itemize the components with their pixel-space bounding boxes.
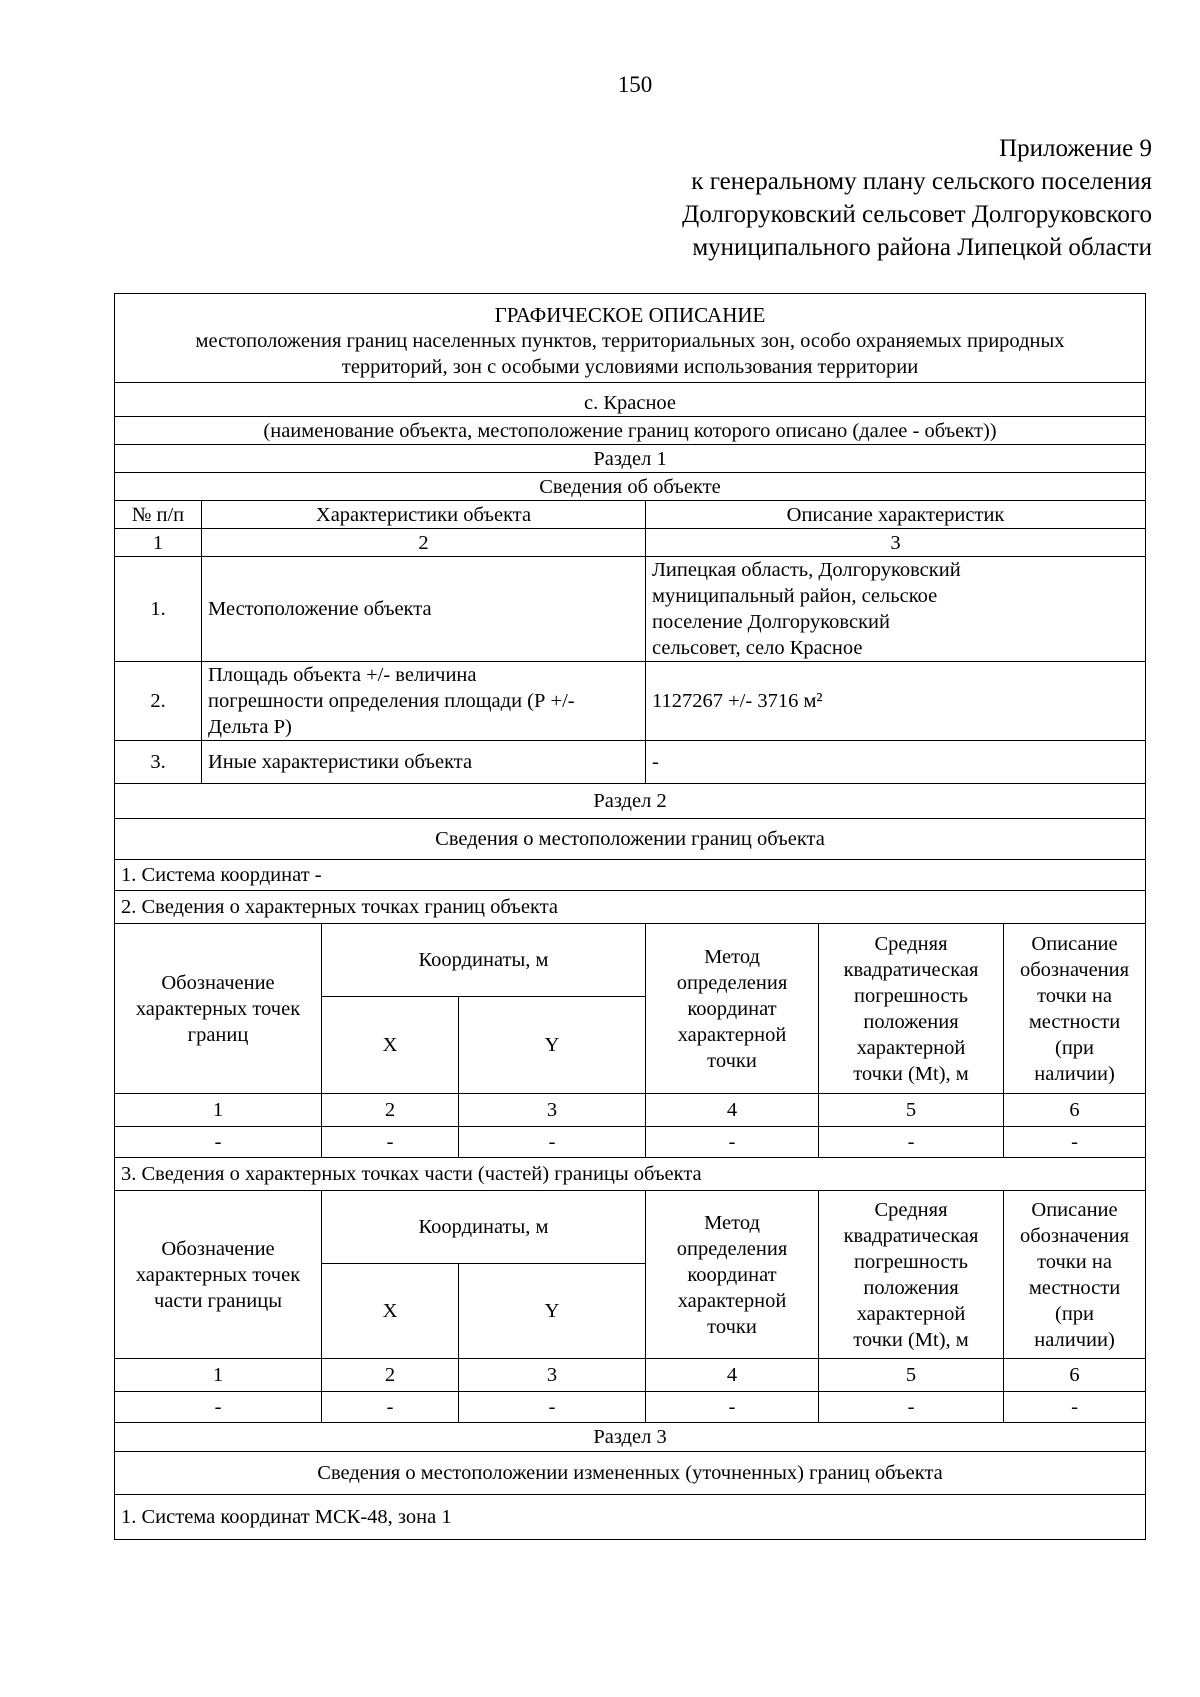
header-point-description bbox=[1004, 924, 1146, 1094]
description-line: муниципальный район, сельское bbox=[652, 585, 938, 607]
column-number: 3 bbox=[459, 1094, 646, 1127]
header-line: наличии) bbox=[1034, 1062, 1115, 1085]
header-number: № п/п bbox=[115, 501, 202, 529]
coordinate-system: 1. Система координат - bbox=[115, 860, 1146, 891]
header-line: обозначения bbox=[1019, 1224, 1130, 1247]
column-number: 3 bbox=[459, 1359, 646, 1392]
object-caption: (наименование объекта, местоположение границ которого описано (далее - объект)) bbox=[115, 417, 1146, 445]
cell-value: - bbox=[646, 1392, 819, 1423]
document-title bbox=[115, 294, 1146, 383]
header-line: Метод bbox=[704, 1211, 760, 1234]
characteristic-line: Площадь объекта +/- величина bbox=[208, 664, 477, 686]
table-row bbox=[115, 741, 1146, 784]
row-description: - bbox=[646, 741, 1146, 784]
header-line: Средняя bbox=[874, 1198, 948, 1221]
row-characteristic bbox=[202, 662, 646, 741]
appendix-line: Приложение 9 bbox=[999, 135, 1152, 162]
header-line: границ bbox=[187, 1023, 249, 1046]
header-method bbox=[646, 924, 819, 1094]
cell-value: - bbox=[1004, 1392, 1146, 1423]
column-number: 2 bbox=[202, 529, 646, 557]
row-characteristic: Местоположение объекта bbox=[202, 557, 646, 662]
header-line: точки bbox=[707, 1315, 757, 1338]
header-point-designation bbox=[115, 924, 322, 1094]
title-subtitle: территорий, зон с особыми условиями использования территории bbox=[341, 356, 919, 378]
header-line: характерной bbox=[856, 1036, 966, 1059]
column-number: 1 bbox=[115, 1359, 322, 1392]
header-x: X bbox=[322, 1264, 459, 1359]
cell-value: - bbox=[322, 1392, 459, 1423]
column-number: 4 bbox=[646, 1359, 819, 1392]
header-line: точки bbox=[707, 1049, 757, 1072]
description-line: Липецкая область, Долгоруковский bbox=[652, 559, 961, 581]
header-line: точки на bbox=[1037, 1250, 1112, 1273]
header-line: определения bbox=[676, 971, 788, 994]
header-line: обозначения bbox=[1019, 958, 1130, 981]
header-line: квадратическая bbox=[843, 1224, 979, 1247]
column-number: 4 bbox=[646, 1094, 819, 1127]
points-title: 2. Сведения о характерных точках границ объекта bbox=[115, 891, 1146, 924]
header-method bbox=[646, 1191, 819, 1359]
header-line: координат bbox=[687, 997, 777, 1020]
header-line: характерной bbox=[677, 1289, 787, 1312]
title-subtitle: местоположения границ населенных пунктов, территориальных зон, особо охраняемых природных bbox=[195, 330, 1065, 352]
table-row bbox=[115, 662, 1146, 741]
cell-value: - bbox=[115, 1127, 322, 1158]
row-number: 2. bbox=[115, 662, 202, 741]
header-line: Описание bbox=[1031, 932, 1118, 955]
header-x: X bbox=[322, 997, 459, 1094]
cell-value: - bbox=[1004, 1127, 1146, 1158]
header-line: положения bbox=[863, 1010, 959, 1033]
row-description bbox=[646, 557, 1146, 662]
characteristic-line: погрешности определения площади (Р +/- Дельта Р) bbox=[208, 690, 575, 738]
header-line: точки на bbox=[1037, 984, 1112, 1007]
graphic-description-table bbox=[114, 293, 1146, 1540]
header-line: местности (при bbox=[1028, 1010, 1121, 1059]
description-line: сельсовет, село Красное bbox=[652, 637, 863, 659]
header-line: части границы bbox=[153, 1289, 282, 1312]
header-line: характерных точек bbox=[135, 1263, 301, 1286]
row-characteristic: Иные характеристики объекта bbox=[202, 741, 646, 784]
header-line: точки (Mt), м bbox=[853, 1062, 969, 1085]
cell-value: - bbox=[322, 1127, 459, 1158]
header-y: Y bbox=[459, 1264, 646, 1359]
header-point-designation bbox=[115, 1191, 322, 1359]
header-mean-error bbox=[819, 1191, 1004, 1359]
title-main: ГРАФИЧЕСКОЕ ОПИСАНИЕ bbox=[494, 303, 766, 327]
header-line: Средняя bbox=[874, 932, 948, 955]
appendix-line: муниципального района Липецкой области bbox=[692, 234, 1152, 261]
header-line: Описание bbox=[1031, 1198, 1118, 1221]
column-number: 1 bbox=[115, 1094, 322, 1127]
column-number: 2 bbox=[322, 1359, 459, 1392]
cell-value: - bbox=[819, 1127, 1004, 1158]
header-line: точки (Mt), м bbox=[853, 1328, 969, 1351]
header-point-description bbox=[1004, 1191, 1146, 1359]
table-row bbox=[115, 1127, 1146, 1158]
header-line: характерной bbox=[856, 1302, 966, 1325]
header-line: наличии) bbox=[1034, 1328, 1115, 1351]
section2-title: Раздел 2 bbox=[115, 784, 1146, 819]
header-line: характерных точек bbox=[135, 997, 301, 1020]
header-characteristics: Характеристики объекта bbox=[202, 501, 646, 529]
row-description: 1127267 +/- 3716 м² bbox=[646, 662, 1146, 741]
column-number: 6 bbox=[1004, 1094, 1146, 1127]
table-row bbox=[115, 1392, 1146, 1423]
header-line: Метод bbox=[704, 945, 760, 968]
cell-value: - bbox=[646, 1127, 819, 1158]
column-number: 6 bbox=[1004, 1359, 1146, 1392]
header-coordinates: Координаты, м bbox=[322, 1191, 646, 1264]
section3-title: Раздел 3 bbox=[115, 1423, 1146, 1452]
cell-value: - bbox=[459, 1127, 646, 1158]
header-coordinates: Координаты, м bbox=[322, 924, 646, 997]
column-number: 5 bbox=[819, 1094, 1004, 1127]
section1-subtitle: Сведения об объекте bbox=[115, 473, 1146, 501]
column-number: 2 bbox=[322, 1094, 459, 1127]
header-line: погрешность bbox=[854, 1250, 968, 1273]
page-number: 150 bbox=[617, 72, 653, 97]
header-line: Обозначение bbox=[161, 971, 275, 994]
header-line: Обозначение bbox=[161, 1237, 275, 1260]
header-description: Описание характеристик bbox=[646, 501, 1146, 529]
appendix-line: к генеральному плану сельского поселения bbox=[691, 168, 1152, 195]
appendix-header bbox=[682, 132, 1152, 264]
appendix-line: Долгоруковский сельсовет Долгоруковского bbox=[682, 201, 1152, 228]
section1-title: Раздел 1 bbox=[115, 445, 1146, 473]
cell-value: - bbox=[459, 1392, 646, 1423]
row-number: 1. bbox=[115, 557, 202, 662]
header-line: координат bbox=[687, 1263, 777, 1286]
section2-subtitle: Сведения о местоположении границ объекта bbox=[115, 819, 1146, 860]
header-line: погрешность bbox=[854, 984, 968, 1007]
row-number: 3. bbox=[115, 741, 202, 784]
header-line: положения bbox=[863, 1276, 959, 1299]
header-line: определения bbox=[676, 1237, 788, 1260]
header-mean-error bbox=[819, 924, 1004, 1094]
header-line: характерной bbox=[677, 1023, 787, 1046]
header-line: местности (при bbox=[1028, 1276, 1121, 1325]
column-number: 5 bbox=[819, 1359, 1004, 1392]
cell-value: - bbox=[115, 1392, 322, 1423]
object-name: с. Красное bbox=[115, 383, 1146, 417]
coordinate-system: 1. Система координат МСК-48, зона 1 bbox=[115, 1495, 1146, 1540]
part-points-title: 3. Сведения о характерных точках части (частей) границы объекта bbox=[115, 1158, 1146, 1191]
header-line: квадратическая bbox=[843, 958, 979, 981]
column-number: 1 bbox=[115, 529, 202, 557]
cell-value: - bbox=[819, 1392, 1004, 1423]
header-y: Y bbox=[459, 997, 646, 1094]
column-number: 3 bbox=[646, 529, 1146, 557]
table-row bbox=[115, 557, 1146, 662]
section3-subtitle: Сведения о местоположении измененных (уточненных) границ объекта bbox=[115, 1452, 1146, 1495]
description-line: поселение Долгоруковский bbox=[652, 611, 890, 633]
